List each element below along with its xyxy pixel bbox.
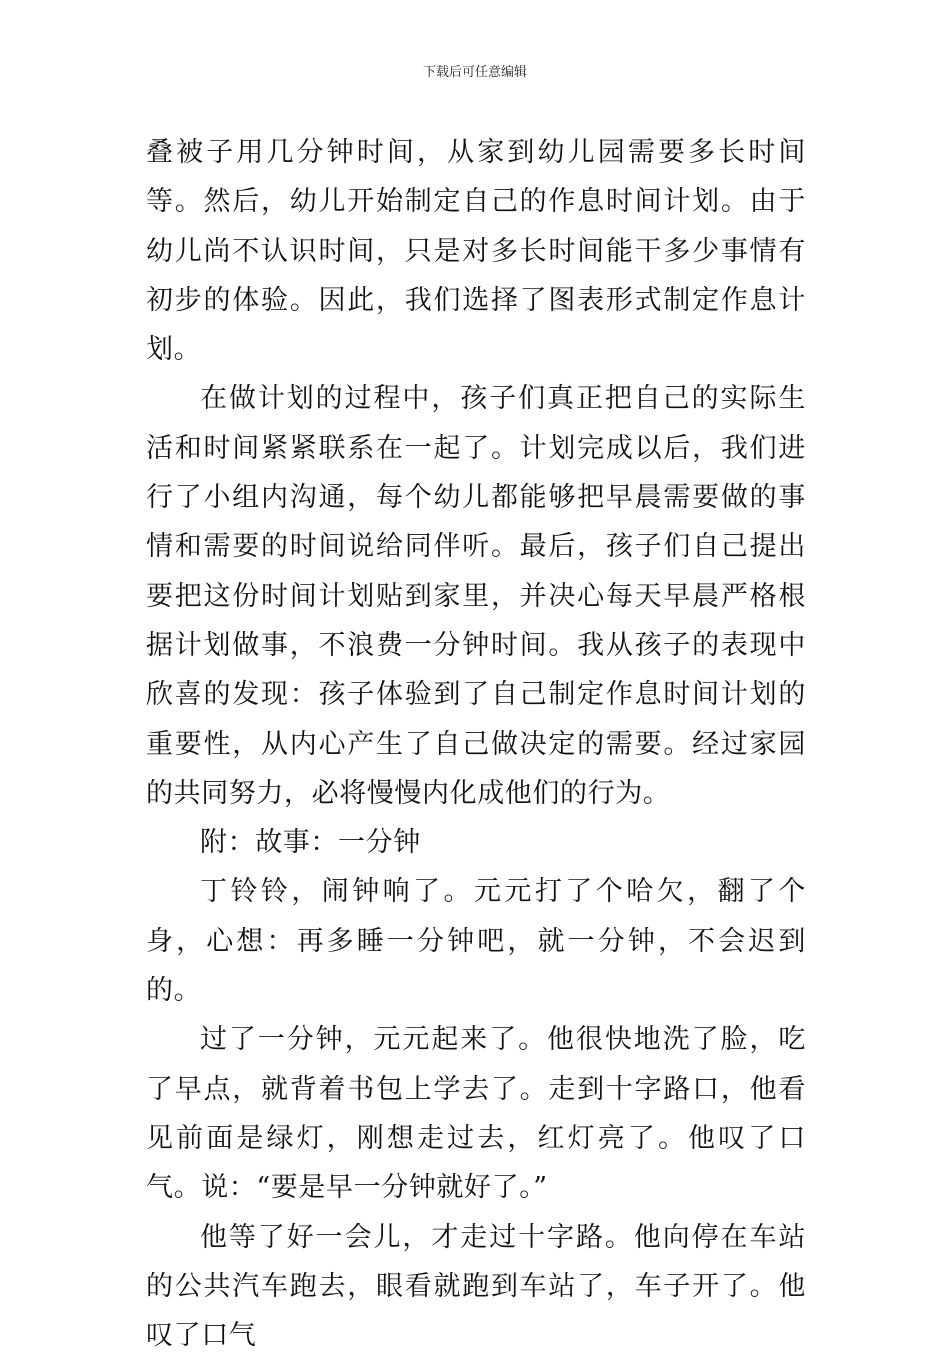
story-title: 附：故事：一分钟 bbox=[200, 827, 421, 859]
document-body bbox=[146, 128, 806, 1360]
paragraph-2: 在做计划的过程中，孩子们真正把自己的实际生活和时间紧紧联系在一起了。计划完成以后，我们进行了小组内沟通，每个幼儿都能够把早晨需要做的事情和需要的时间说给同伴听。最后，孩子们自己提出要把这份时间计划贴到家里，并决心每天早晨严格根据计划做事，不浪费一分钟时间。我从孩子的表现中欣喜的发现：孩子体验到了自己制定作息时间计划的重要性，从内心产生了自己做决定的需要。经过家园的共同努力，必将慢慢内化成他们的行为。 bbox=[146, 383, 806, 809]
page-header: 下载后可任意编辑 bbox=[422, 65, 527, 80]
paragraph-5: 他等了好一会儿，才走过十字路。他向停在车站的公共汽车跑去，眼看就跑到车站了，车子开了。他叹了口气 bbox=[146, 1221, 806, 1352]
paragraph-4: 过了一分钟，元元起来了。他很快地洗了脸，吃了早点，就背着书包上学去了。走到十字路口，他看见前面是绿灯，刚想走过去，红灯亮了。他叹了口气。说：“要是早一分钟就好了。” bbox=[146, 1024, 806, 1204]
paragraph-1: 叠被子用几分钟时间，从家到幼儿园需要多长时间等。然后，幼儿开始制定自己的作息时间计划。由于幼儿尚不认识时间，只是对多长时间能干多少事情有初步的体验。因此，我们选择了图表形式制定作息计划。 bbox=[146, 137, 806, 366]
paragraph-3: 丁铃铃，闹钟响了。元元打了个哈欠，翻了个身，心想：再多睡一分钟吧，就一分钟，不会迟到的。 bbox=[146, 876, 806, 1007]
